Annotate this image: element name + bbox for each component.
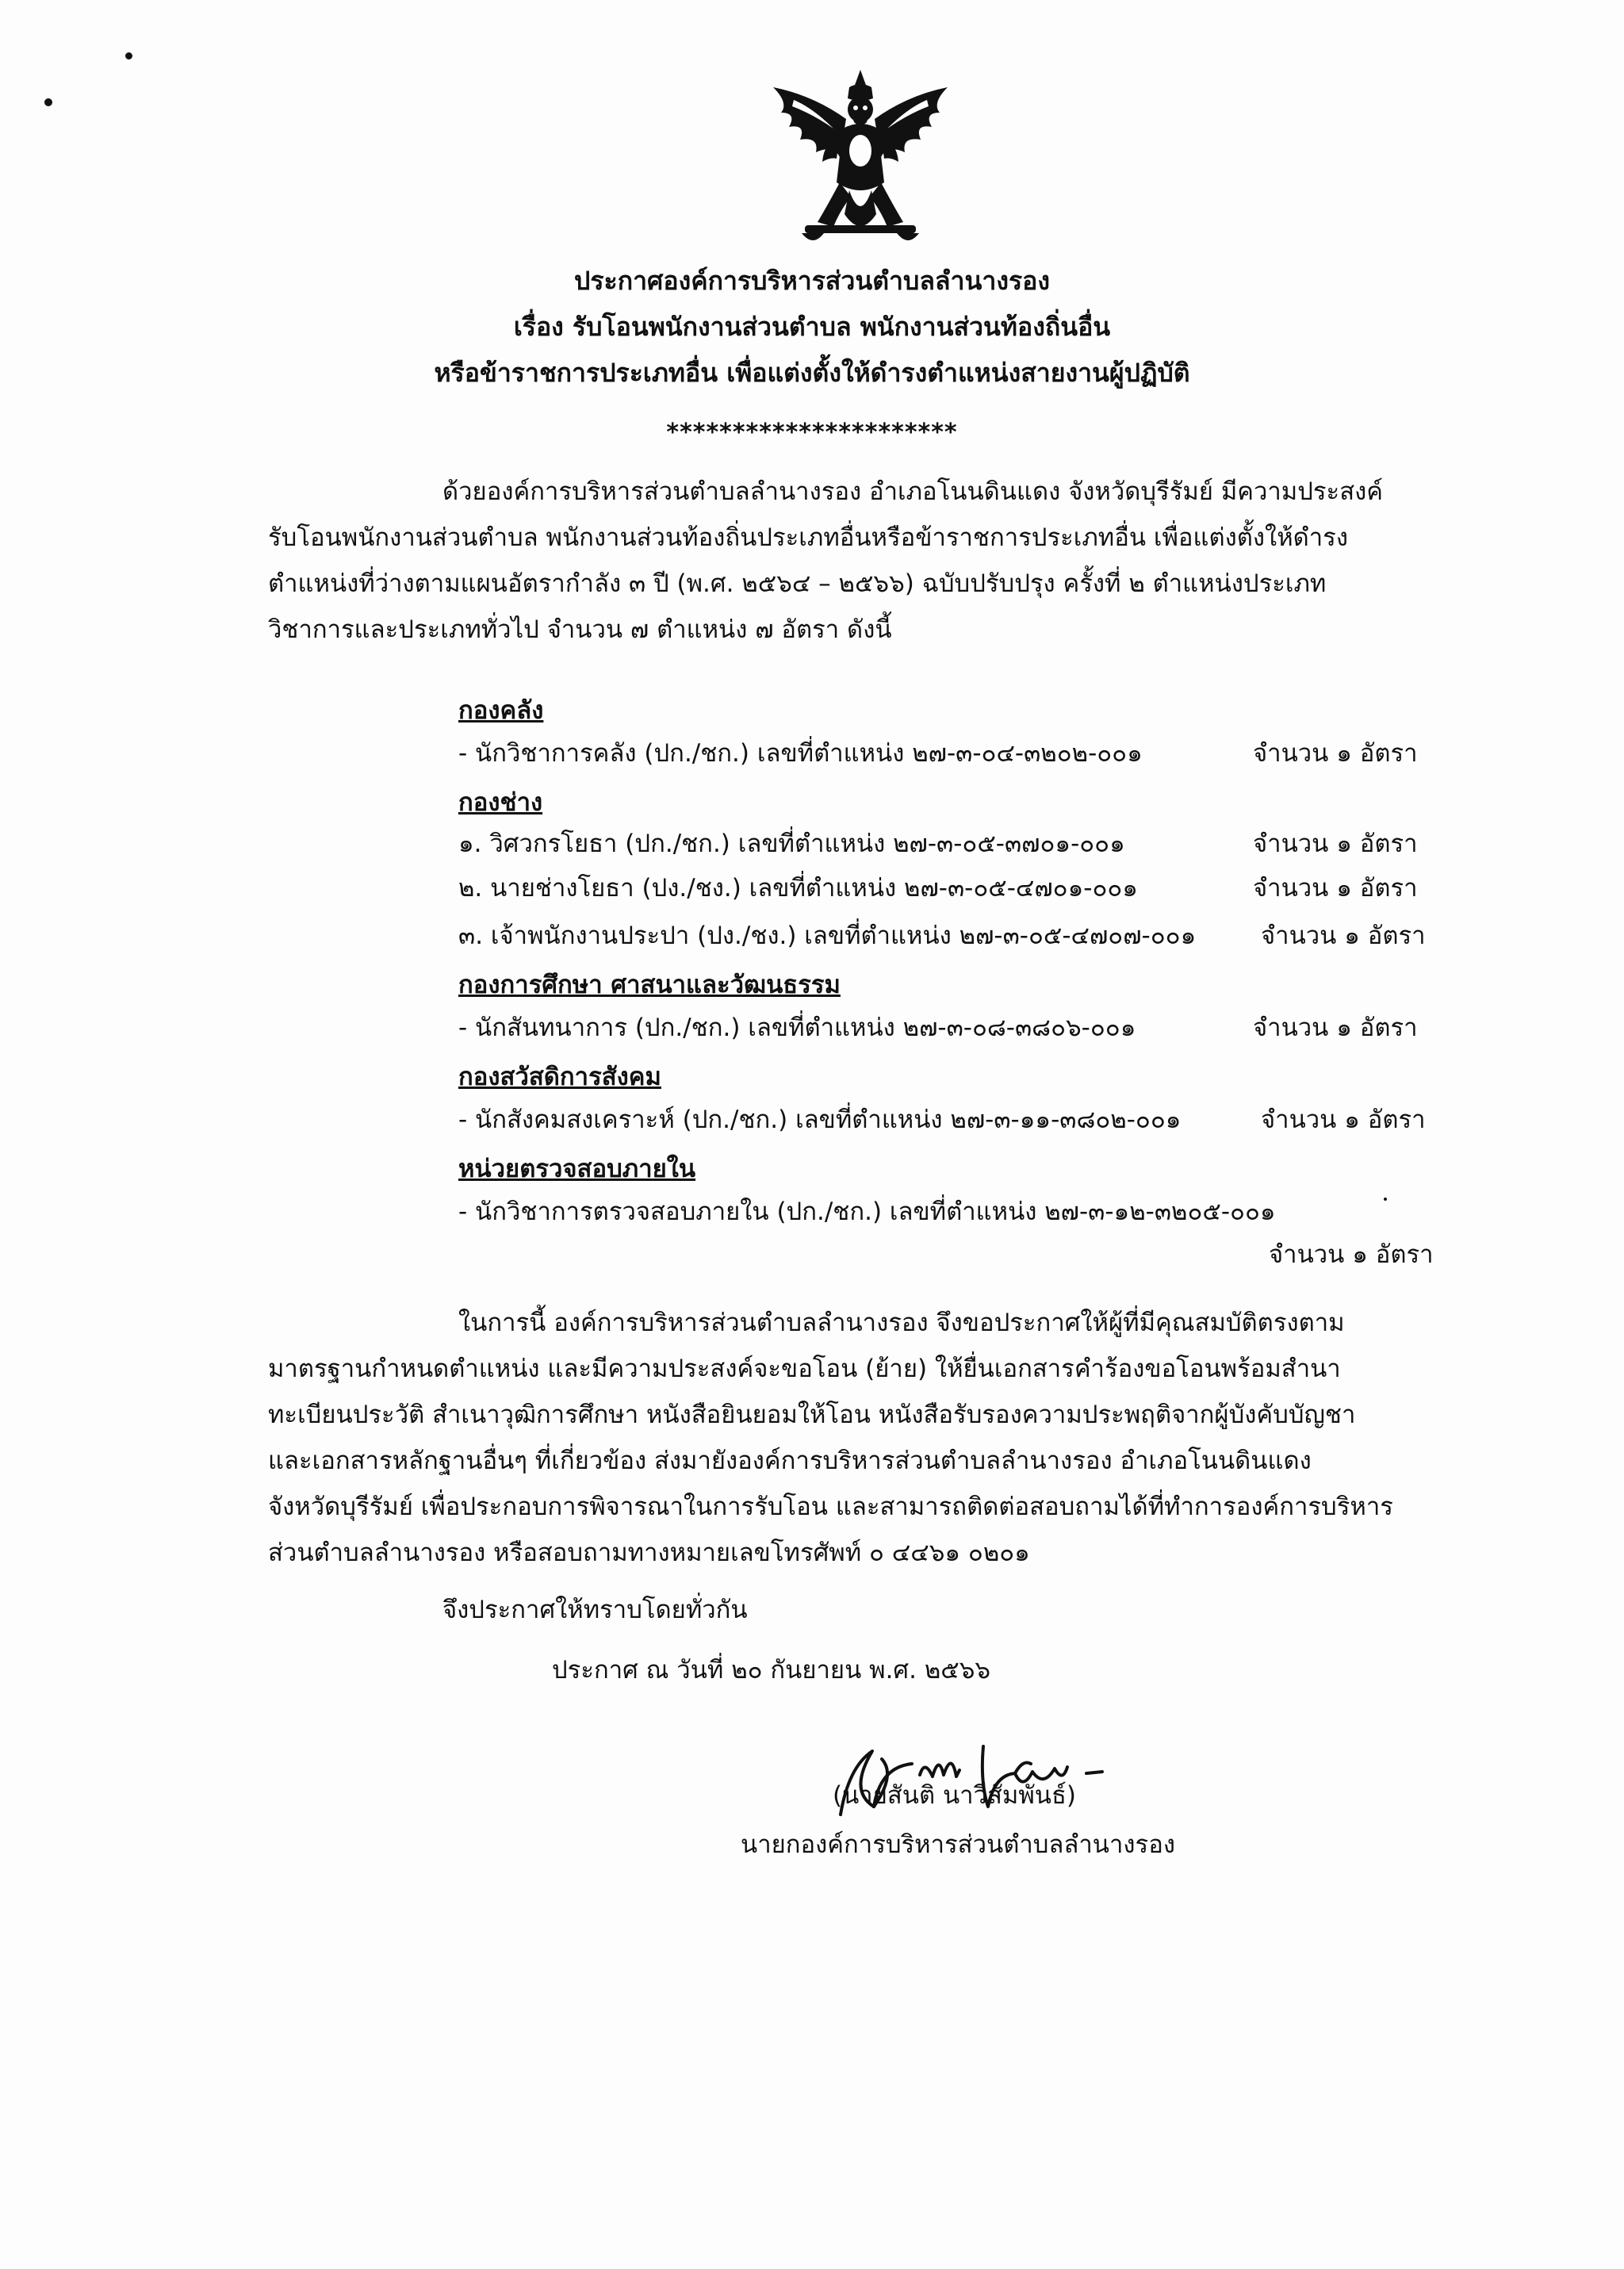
scan-speck xyxy=(125,52,132,59)
garuda-emblem-icon xyxy=(757,63,963,254)
position-item: - นักวิชาการคลัง (ปก./ชก.) เลขที่ตำแหน่ง ๒๗-๓-๐๔-๓๒๐๒-๐๐๑ xyxy=(458,739,1143,768)
position-item: - นักวิชาการตรวจสอบภายใน (ปก./ชก.) เลขที่ตำแหน่ง ๒๗-๓-๑๒-๓๒๐๕-๐๐๑ xyxy=(458,1198,1276,1226)
position-item: ๒. นายช่างโยธา (ปง./ชง.) เลขที่ตำแหน่ง ๒๗-๓-๐๕-๔๗๐๑-๐๐๑ xyxy=(458,874,1138,903)
intro-line-1: ด้วยองค์การบริหารส่วนตำบลลำนางรอง อำเภอโนนดินแดง จังหวัดบุรีรัมย์ มีความประสงค์ xyxy=(442,477,1384,506)
intro-line-4: วิชาการและประเภททั่วไป จำนวน ๗ ตำแหน่ง ๗ อัตรา ดังนี้ xyxy=(268,615,892,644)
position-item: - นักสันทนาการ (ปก./ชก.) เลขที่ตำแหน่ง ๒๗-๓-๐๘-๓๘๐๖-๐๐๑ xyxy=(458,1014,1136,1042)
body-line-5: จังหวัดบุรีรัมย์ เพื่อประกอบการพิจารณาในการรับโอน และสามารถติดต่อสอบถามได้ที่ทำการองค์การบริหาร xyxy=(268,1493,1393,1521)
position-quantity: จำนวน ๑ อัตรา xyxy=(1269,1240,1434,1269)
body-line-1: ในการนี้ องค์การบริหารส่วนตำบลลำนางรอง จึงขอประกาศให้ผู้ที่มีคุณสมบัติตรงตาม xyxy=(458,1309,1345,1337)
position-item: ๓. เจ้าพนักงานประปา (ปง./ชง.) เลขที่ตำแหน่ง ๒๗-๓-๐๕-๔๗๐๗-๐๐๑ xyxy=(458,922,1197,950)
title-line-3: หรือข้าราชการประเภทอื่น เพื่อแต่งตั้งให้ดำรงตำแหน่งสายงานผู้ปฏิบัติ xyxy=(434,358,1190,388)
position-quantity: จำนวน ๑ อัตรา xyxy=(1261,922,1426,950)
body-line-4: และเอกสารหลักฐานอื่นๆ ที่เกี่ยวข้อง ส่งมายังองค์การบริหารส่วนตำบลลำนางรอง อำเภอโนนดินแดง xyxy=(268,1447,1312,1475)
position-quantity: จำนวน ๑ อัตรา xyxy=(1253,830,1418,858)
signer-name: (นายสันติ นาวีสัมพันธ์) xyxy=(833,1781,1076,1810)
announcement-date: ประกาศ ณ วันที่ ๒๐ กันยายน พ.ศ. ๒๕๖๖ xyxy=(552,1656,991,1685)
intro-line-2: รับโอนพนักงานส่วนตำบล พนักงานส่วนท้องถิ่นประเภทอื่นหรือข้าราชการประเภทอื่น เพื่อแต่งตั้งให้ดำรง xyxy=(268,523,1348,552)
intro-line-3: ตำแหน่งที่ว่างตามแผนอัตรากำลัง ๓ ปี (พ.ศ. ๒๕๖๔ – ๒๕๖๖) ฉบับปรับปรุง ครั้งที่ ๒ ตำแหน่งประเภท xyxy=(268,569,1327,598)
title-line-1: ประกาศองค์การบริหารส่วนตำบลลำนางรอง xyxy=(574,266,1050,296)
position-quantity: จำนวน ๑ อัตรา xyxy=(1261,1106,1426,1134)
body-line-2: มาตรฐานกำหนดตำแหน่ง และมีความประสงค์จะขอโอน (ย้าย) ให้ยื่นเอกสารคำร้องขอโอนพร้อมสำนา xyxy=(268,1355,1341,1383)
scan-speck xyxy=(1384,1198,1387,1201)
division-heading: หน่วยตรวจสอบภายใน xyxy=(458,1155,696,1183)
body-line-6: ส่วนตำบลลำนางรอง หรือสอบถามทางหมายเลขโทรศัพท์ ๐ ๔๔๖๑ ๐๒๐๑ xyxy=(268,1539,1030,1567)
division-heading: กองการศึกษา ศาสนาและวัฒนธรรม xyxy=(458,971,841,999)
announcement-closing: จึงประกาศให้ทราบโดยทั่วกัน xyxy=(442,1596,748,1624)
signer-title: นายกองค์การบริหารส่วนตำบลลำนางรอง xyxy=(741,1830,1175,1859)
position-quantity: จำนวน ๑ อัตรา xyxy=(1253,739,1418,768)
body-line-3: ทะเบียนประวัติ สำเนาวุฒิการศึกษา หนังสือยินยอมให้โอน หนังสือรับรองความประพฤติจากผู้บังคับบัญชา xyxy=(268,1401,1356,1429)
title-line-2: เรื่อง รับโอนพนักงานส่วนตำบล พนักงานส่วนท้องถิ่นอื่น xyxy=(513,312,1111,342)
position-quantity: จำนวน ๑ อัตรา xyxy=(1253,874,1418,903)
division-heading: กองสวัสดิการสังคม xyxy=(458,1063,661,1091)
division-heading: กองคลัง xyxy=(458,696,544,725)
title-separator: ********************** xyxy=(666,419,958,447)
position-quantity: จำนวน ๑ อัตรา xyxy=(1253,1014,1418,1042)
division-heading: กองช่าง xyxy=(458,788,543,817)
position-item: ๑. วิศวกรโยธา (ปก./ชก.) เลขที่ตำแหน่ง ๒๗-๓-๐๕-๓๗๐๑-๐๐๑ xyxy=(458,830,1125,858)
scan-speck xyxy=(44,98,52,106)
position-item: - นักสังคมสงเคราะห์ (ปก./ชก.) เลขที่ตำแหน่ง ๒๗-๓-๑๑-๓๘๐๒-๐๐๑ xyxy=(458,1106,1182,1134)
